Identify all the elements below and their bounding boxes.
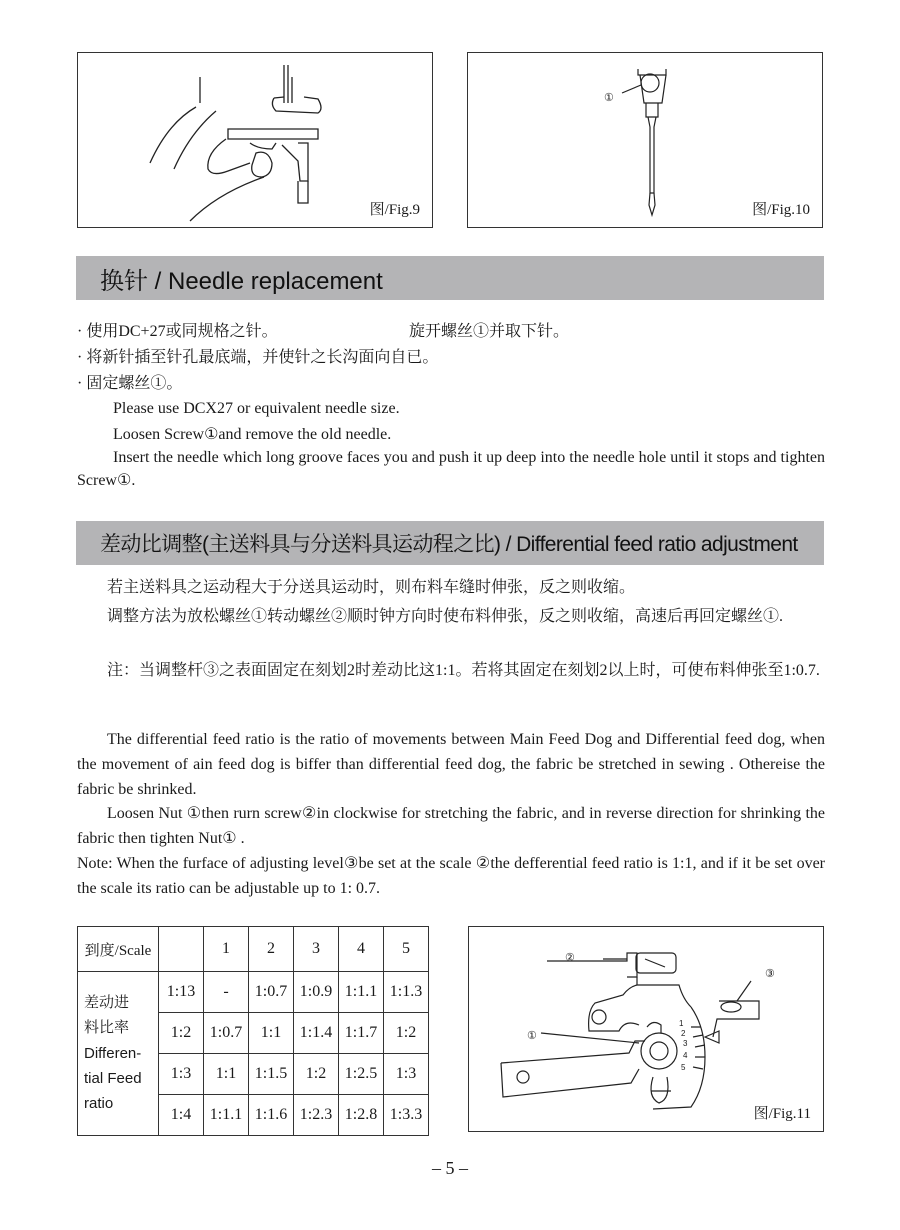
row-label-en-3: ratio [84,1095,114,1112]
header-cell [159,927,204,972]
header-cell: 1 [204,927,249,972]
table-cell: 1:2 [159,1013,204,1054]
table-cell: 1:1.5 [249,1054,294,1095]
table-cell: 1:1.7 [339,1013,384,1054]
cn-instruction-3: · 固定螺丝①。 [77,375,183,392]
scale-mark-4: 4 [683,1051,688,1060]
figure-9-caption: 图/Fig.9 [369,202,420,218]
scale-mark-2: 2 [681,1029,686,1038]
figure-10 [467,52,823,228]
row-label [78,972,159,1136]
figure-11-callout-3: ③ [765,968,775,980]
table-cell: 1:13 [159,972,204,1013]
table-cell: 1:3 [159,1054,204,1095]
section-title: 差动比调整(主送料具与分送料具运动程之比) / Differential feed ratio adjustment [100,533,798,556]
cn-paragraph-2: 调整方法为放松螺丝①转动螺丝②顺时钟方向时使布料伸张，反之则收缩，高速后再回定螺丝①. [107,608,784,625]
differential-ratio-table [77,926,429,1136]
table-cell: 1:2.3 [294,1095,339,1136]
table-cell: 1:0.7 [249,972,294,1013]
cn-instruction-2: · 将新针插至针孔最底端，并使针之长沟面向自已。 [77,349,439,366]
table-cell: 1:1.6 [249,1095,294,1136]
figure-10-callout-1: ① [604,92,614,104]
table-cell: 1:1 [204,1054,249,1095]
table-cell: 1:3.3 [384,1095,429,1136]
table-cell: 1:1.1 [204,1095,249,1136]
scale-mark-3: 3 [683,1039,688,1048]
scale-mark-1: 1 [679,1019,684,1028]
en-paragraph-3: Note: When the furface of adjusting level③be set at the scale ②the defferential feed ratio is 1:1, and if it be set over the scale its ratio can be adjustable up to 1: 0.7. [77,855,825,897]
figure-11 [468,926,824,1132]
row-label-cn-2: 料比率 [84,1020,130,1036]
cn-instruction-1 [77,318,570,341]
figure-11-callout-2: ② [565,952,575,964]
table-cell: - [204,972,249,1013]
section-header-needle-replacement [76,256,824,300]
header-label: 到度/Scale [78,927,159,972]
scale-mark-5: 5 [681,1063,686,1072]
header-cell: 2 [249,927,294,972]
table-cell: 1:2 [294,1054,339,1095]
en-paragraph-2: Loosen Nut ①then rurn screw②in clockwise for stretching the fabric, and in reverse direction for shrinking the fabric then tighten Nut① . [77,805,825,847]
table-cell: 1:2.5 [339,1054,384,1095]
cn-instruction-1b: 旋开螺丝①并取下针。 [409,323,570,340]
page-number: – 5 – [432,1158,468,1178]
figure-11-caption: 图/Fig.11 [753,1106,811,1122]
figure-11-callout-1: ① [527,1030,537,1042]
table-cell: 1:0.9 [294,972,339,1013]
header-cell: 4 [339,927,384,972]
table-cell: 1:1.4 [294,1013,339,1054]
table-cell: 1:2 [384,1013,429,1054]
figure-9 [77,52,433,228]
en-instruction-1: Please use DCX27 or equivalent needle size. [113,400,400,417]
row-label-en-1: Differen- [84,1045,142,1062]
cn-paragraph-3: 注：当调整杆③之表面固定在刻划2时差动比这1:1。若将其固定在刻划2以上时，可使布料伸张至1:0.7. [107,662,820,679]
table-row [78,972,429,1013]
table-cell: 1:0.7 [204,1013,249,1054]
figure-10-caption: 图/Fig.10 [752,202,810,218]
header-cell: 5 [384,927,429,972]
en-instruction-3: Insert the needle which long groove faces you and push it up deep into the needle hole until it stops and tighten Screw①. [77,449,825,489]
cn-instruction-1a: · 使用DC+27或同规格之针。 [77,323,278,340]
cn-paragraph-1: 若主送料具之运动程大于分送具运动时，则布料车缝时伸张，反之则收缩。 [107,579,636,596]
row-label-en-2: tial Feed [84,1070,142,1087]
en-paragraph-1: The differential feed ratio is the ratio of movements between Main Feed Dog and Differential feed dog, when the movement of ain feed dog is biffer than differential feed dog, the fabric be stretched in sewing . Othereise the fabric be shrinked. [77,731,825,798]
table-cell: 1:1.1 [339,972,384,1013]
header-cell: 3 [294,927,339,972]
table-cell: 1:1.3 [384,972,429,1013]
section-header-differential-feed [76,521,824,565]
en-instruction-2: Loosen Screw①and remove the old needle. [113,426,392,443]
table-cell: 1:2.8 [339,1095,384,1136]
table-header-row [78,927,429,972]
table-cell: 1:4 [159,1095,204,1136]
table-cell: 1:3 [384,1054,429,1095]
section-title: 换针 / Needle replacement [100,267,383,295]
row-label-cn-1: 差动进 [84,995,130,1011]
table-cell: 1:1 [249,1013,294,1054]
